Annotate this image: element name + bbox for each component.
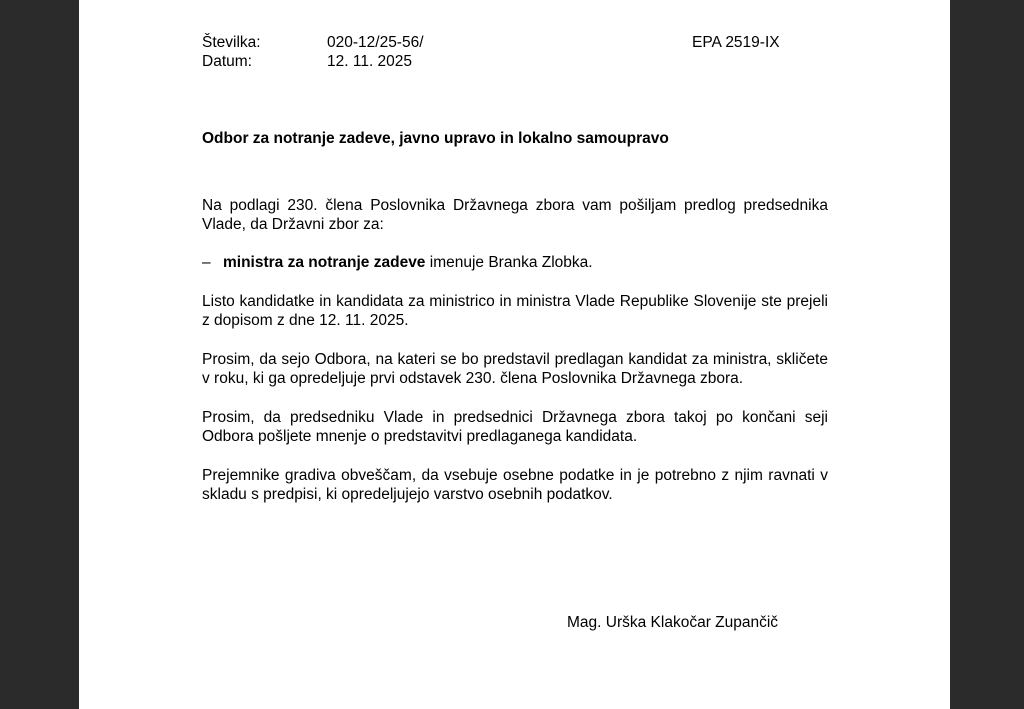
nomination-text: imenuje Branka Zlobka. bbox=[425, 254, 593, 271]
document-page bbox=[79, 0, 950, 709]
number-label: Številka: bbox=[202, 34, 261, 51]
list-item-nomination bbox=[202, 253, 828, 272]
signature-name: Mag. Urška Klakočar Zupančič bbox=[567, 614, 779, 631]
meta-row-number bbox=[202, 33, 828, 52]
recipient-heading: Odbor za notranje zadeve, javno upravo in lokalno samoupravo bbox=[202, 130, 669, 147]
document-meta bbox=[202, 33, 828, 71]
meta-row-date bbox=[202, 52, 828, 71]
paragraph-candidate-list: Listo kandidatke in kandidata za ministrico in ministra Vlade Republike Slovenije ste prejeli z dopisom z dne 12. 11. 2025. bbox=[202, 293, 828, 329]
document-body bbox=[202, 33, 828, 504]
number-value: 020-12/25-56/ bbox=[327, 34, 424, 51]
epa-reference: EPA 2519-IX bbox=[692, 34, 780, 51]
date-label: Datum: bbox=[202, 53, 252, 70]
date-value: 12. 11. 2025 bbox=[327, 53, 413, 70]
paragraph-session-request: Prosim, da sejo Odbora, na kateri se bo predstavil predlagan kandidat za ministra, skličete v roku, ki ga opredeljuje prvi odstavek 230. člena Poslovnika Državnega zbora. bbox=[202, 351, 828, 387]
paragraph-opinion-request: Prosim, da predsedniku Vlade in predsednici Državnega zbora takoj po končani seji Odbora pošljete mnenje o predstavitvi predlaganega kandidata. bbox=[202, 409, 828, 445]
list-dash: – bbox=[202, 254, 211, 271]
paragraph-privacy-notice: Prejemnike gradiva obveščam, da vsebuje osebne podatke in je potrebno z njim ravnati v skladu s predpisi, ki opredeljujejo varstvo osebnih podatkov. bbox=[202, 467, 828, 503]
nomination-position: ministra za notranje zadeve bbox=[223, 254, 426, 271]
paragraph-intro: Na podlagi 230. člena Poslovnika Državnega zbora vam pošiljam predlog predsednika Vlade, da Državni zbor za: bbox=[202, 197, 828, 233]
